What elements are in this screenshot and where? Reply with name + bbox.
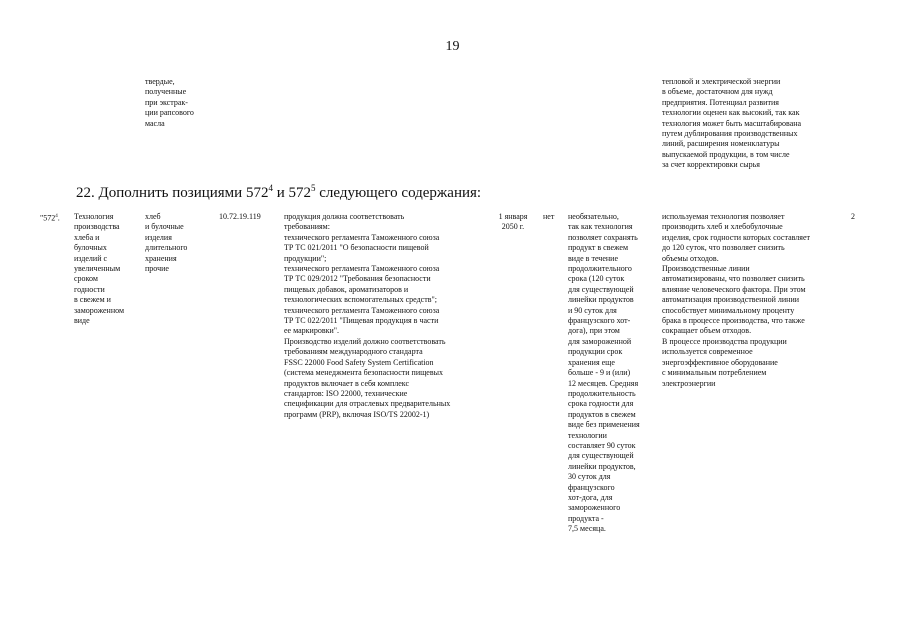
section-heading — [76, 183, 481, 202]
okpd-code-cell: 10.72.19.119 — [219, 212, 261, 221]
heading-suffix: следующего содержания: — [315, 185, 482, 201]
technology-cell: Технология производства хлеба и булочных изделий с увеличенным сроком годности в свежем и замороженном виде — [74, 212, 125, 326]
product-cell: хлеб и булочные изделия длительного хранения прочие — [145, 212, 188, 274]
heading-sup-1: 4 — [268, 183, 273, 193]
heading-middle: и 572 — [272, 185, 311, 201]
requirements-cell: продукция должна соответствовать требованиям: технического регламента Таможенного союза ТР ТС 021/2011 "О безопасности пищевой продукции"; технического регламента Таможенного союза ТР ТС 029/2012 "Требования безопасности пищевых добавок, ароматизаторов и технологических вспомогательных средств"; технического регламента Таможенного союза ТР ТС 022/2011 "Пищевая продукция в части ее маркировки". Производство изделий должно соответствовать требованиям международного стандарта FSSC 22000 Food Safety System Certification (система менеджмента безопасности пищевых продуктов включает в себя комплекс стандартов: ISO 22000, технические спецификации для отраслевых предварительных программ (PRP), включая ISO/TS 22002-1) — [284, 212, 451, 419]
last-column-cell: 2 — [851, 212, 855, 221]
heading-prefix: 22. Дополнить позициями 572 — [76, 185, 269, 201]
description-cell: используемая технология позволяет производить хлеб и хлебобулочные изделия, срок годности которых составляет до 120 суток, что позволяет снизить объемы отходов. Производственные линии автоматизированы, что позволяет снизить влияние человеческого фактора. При этом автоматизация производственной линии способствует минимальному проценту брака в процессе производства, что также сокращает объем отходов. В процессе производства продукции используется современное энергоэффективное оборудование с минимальным потреблением электроэнергии — [662, 212, 811, 388]
heading-sup-2: 5 — [310, 183, 316, 193]
opening-quote: " — [40, 213, 44, 223]
position-number — [40, 212, 60, 224]
position-number-sup: 4 — [55, 214, 58, 219]
page-number: 19 — [445, 39, 460, 54]
flag-cell: нет — [543, 212, 555, 221]
position-number-suffix: . — [57, 213, 60, 223]
continuation-notes-cell: тепловой и электрической энергии в объеме, достаточном для нужд предприятия. Потенциал развития технологии оценен как высокий, так как технология может быть масштабирована путем дублирования производственных линий, расширения номенклатуры выпускаемой продукции, в том числе за счет корректировки сырья — [662, 77, 802, 170]
date-cell: 1 января 2050 г. — [498, 212, 528, 232]
continuation-material-cell: твердые, полученные при экстрак- ции рапсового масла — [145, 77, 194, 128]
optional-cell: необязательно, так как технология позволяет сохранять продукт в свежем виде в течение продолжительного срока (120 суток для существующей линейки продуктов и 90 суток для французского хот- дога), при этом для замороженной продукции срок хранения еще больше - 9 и (или) 12 месяцев. Средняя продолжительность срока годности для продуктов в свежем виде без применения технологии составляет 90 суток для существующей линейки продуктов, 30 суток для французского хот-дога, для замороженного продукта - 7,5 месяца. — [568, 212, 640, 534]
position-number-base: 572 — [43, 213, 56, 223]
